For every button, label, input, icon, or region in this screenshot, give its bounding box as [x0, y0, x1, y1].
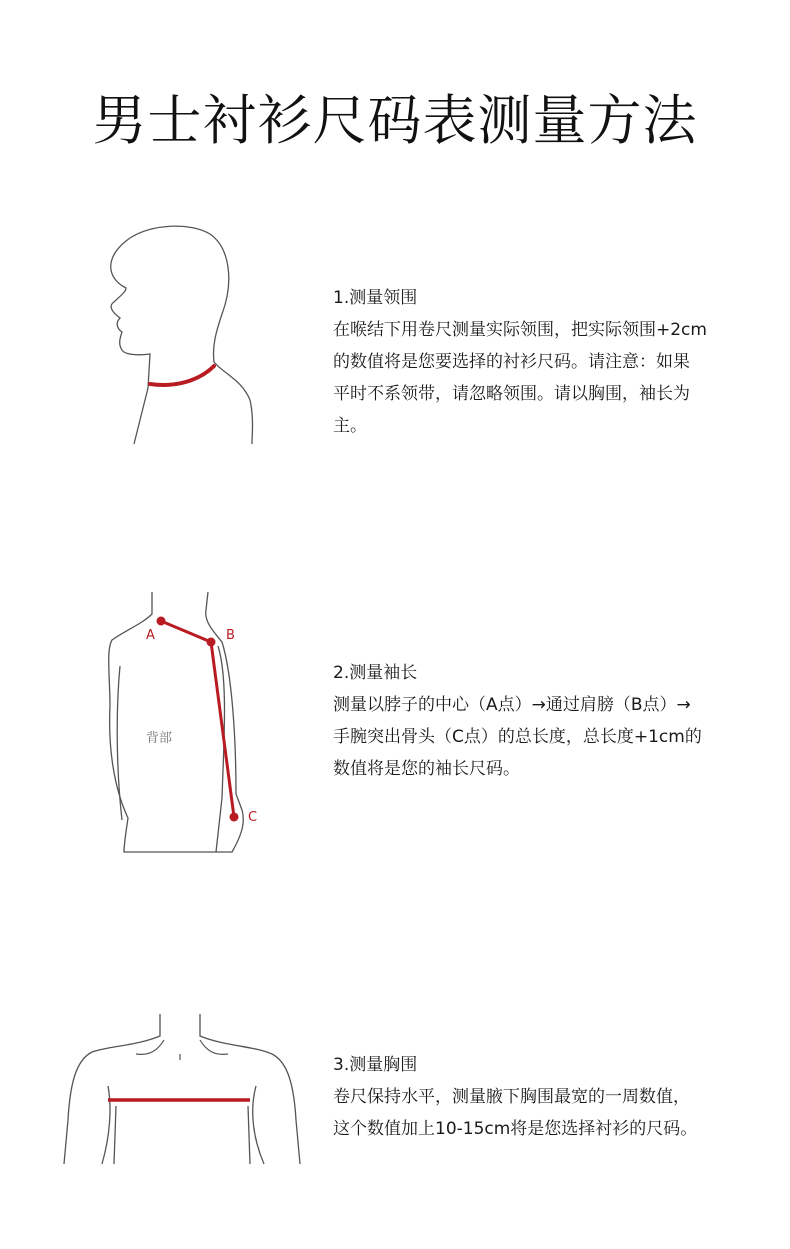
collarbone-lines [136, 1040, 228, 1060]
section-1-body: 在喉结下用卷尺测量实际领围，把实际领围+2cm 的数值将是您要选择的衬衫尺码。请注意：如果 平时不系领带，请忽略领围。请以胸围，袖长为 主。 [333, 320, 707, 436]
label-a: A [146, 628, 155, 643]
label-b: B [226, 628, 235, 643]
point-c [230, 813, 239, 822]
torso-outline [64, 1014, 300, 1164]
section-2-body: 测量以脖子的中心（A点）→通过肩膀（B点）→ 手腕突出骨头（C点）的总长度，总长度+1cm的 数值将是您的袖长尺码。 [333, 695, 702, 779]
body-inner-line [117, 666, 122, 820]
section-3 [333, 1049, 733, 1145]
line-a-b [161, 621, 211, 642]
section-2 [333, 657, 733, 785]
head-outline [111, 226, 253, 444]
label-c: C [248, 810, 258, 825]
section-3-heading: 3.测量胸围 [333, 1055, 418, 1075]
label-back: 背部 [146, 731, 173, 746]
point-a [157, 617, 166, 626]
section-1 [333, 282, 733, 442]
back-outline [109, 592, 244, 852]
arm-inner-line [216, 646, 225, 852]
page-title: 男士衬衫尺码表测量方法 [92, 89, 698, 152]
section-1-heading: 1.测量领围 [333, 288, 418, 308]
point-b [207, 638, 216, 647]
chest-diagram [60, 1010, 304, 1170]
section-3-body: 卷尺保持水平，测量腋下胸围最宽的一周数值， 这个数值加上10-15cm将是您选择衬衫的尺码。 [333, 1087, 698, 1139]
sleeve-diagram [100, 588, 270, 856]
arm-lines [102, 1086, 264, 1164]
neck-measure-line [150, 366, 214, 385]
waist-lines [114, 1106, 250, 1164]
section-2-heading: 2.测量袖长 [333, 663, 418, 683]
neck-diagram [100, 222, 270, 454]
